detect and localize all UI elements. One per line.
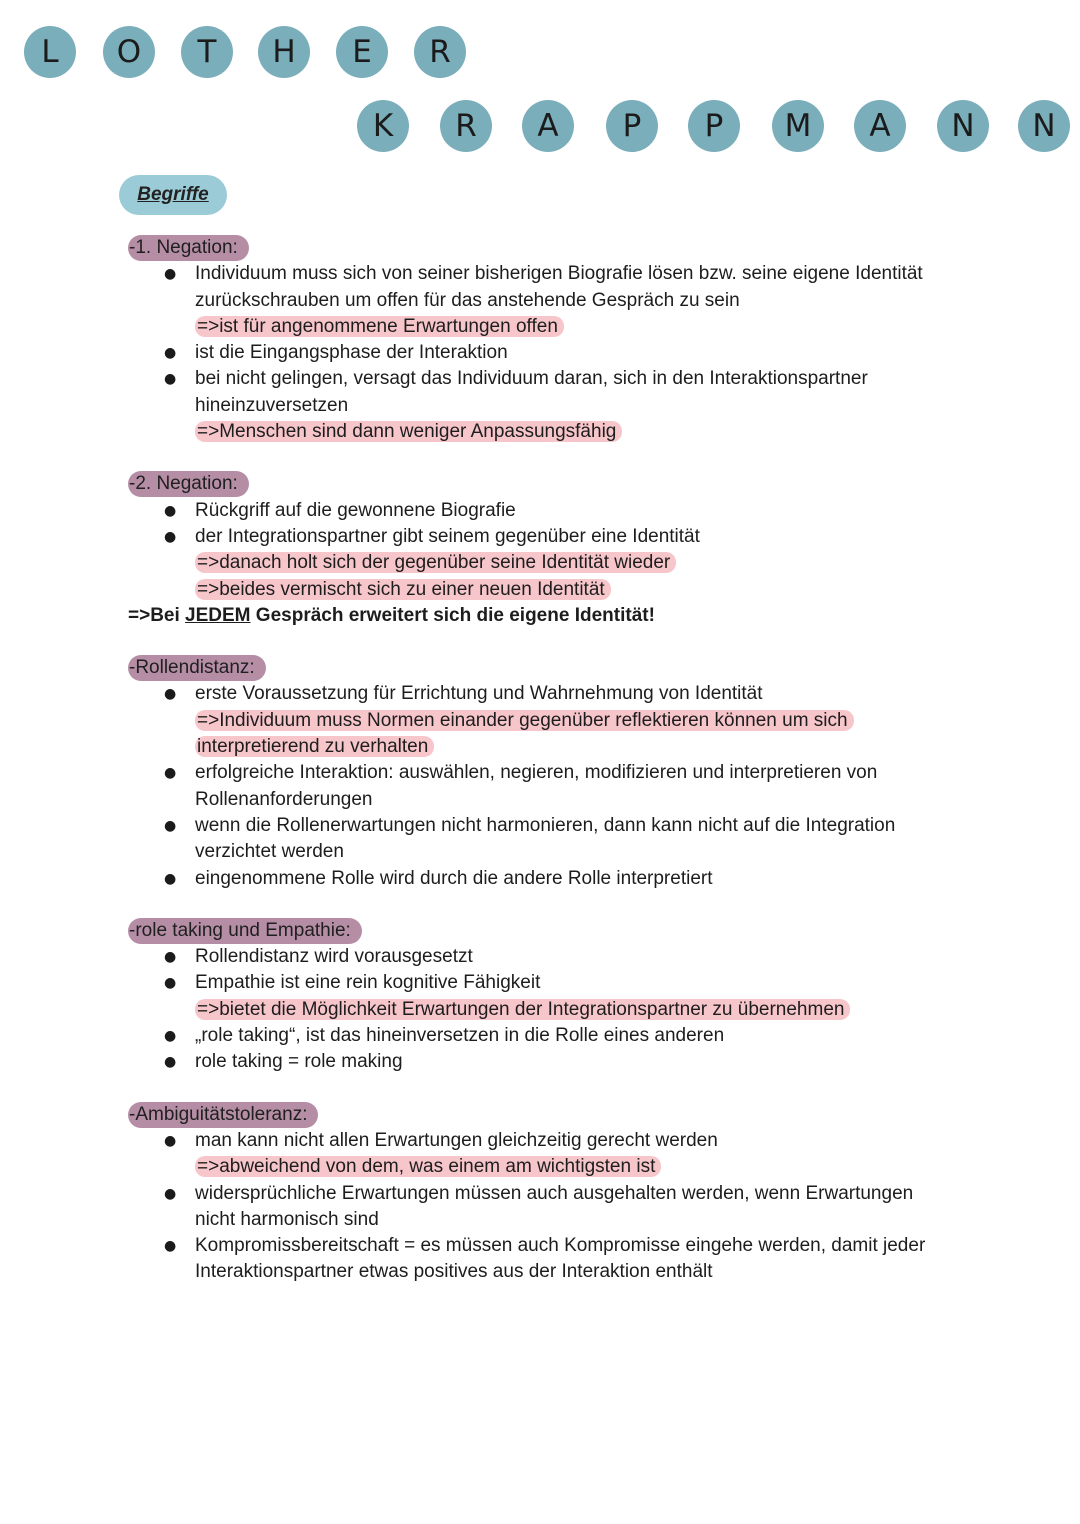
begriffe-tag: Begriffe [119,175,227,215]
title-letter: N [937,100,989,152]
highlight-note: =>Menschen sind dann weniger Anpassungsfähig [195,421,622,442]
list-item [128,681,948,760]
list-item [128,366,948,445]
bullet-text: ist die Eingangsphase der Interaktion [195,342,508,364]
section-heading: -Ambiguitätstoleranz: [128,1102,318,1128]
title-letter: N [1018,100,1070,152]
notes-content [128,235,948,1312]
section-heading: -2. Negation: [128,471,249,497]
list-item [128,1023,948,1049]
bullet-text: Empathie ist eine rein kognitive Fähigkeit [195,972,541,994]
list-item [128,1049,948,1075]
bullet-text: erfolgreiche Interaktion: auswählen, negieren, modifizieren und interpretieren von Rollenanforderungen [195,762,878,810]
bullet-text: wenn die Rollenerwartungen nicht harmonieren, dann kann nicht auf die Integration verzichtet werden [195,814,896,863]
bullet-text: Individuum muss sich von seiner bisherigen Biografie lösen bzw. seine eigene Identität zurückschrauben um offen für das anstehende Gespräch zu sein [195,263,923,311]
list-item [128,866,948,892]
list-item [128,1181,948,1234]
bullet-text: widersprüchliche Erwartungen müssen auch ausgehalten werden, wenn Erwartungen nicht harmonisch sind [195,1182,914,1230]
section-negation-1 [128,235,948,445]
section-heading: -Rollendistanz: [128,655,266,681]
title-letter: E [336,26,388,78]
title-letter: T [181,26,233,78]
conclusion-post: Gespräch erweitert sich die eigene Identität! [250,604,655,626]
section-heading: -1. Negation: [128,235,249,261]
bullet-text: bei nicht gelingen, versagt das Individuum daran, sich in den Interaktionspartner hineinzuversetzen [195,368,868,416]
bullet-text: Rollendistanz wird vorausgesetzt [195,946,473,968]
section-rollendistanz [128,655,948,892]
list-item [128,340,948,366]
title-letter: P [606,100,658,152]
section-negation-2 [128,471,948,629]
section-role-taking [128,918,948,1076]
title-letter: R [414,26,466,78]
highlight-note: =>beides vermischt sich zu einer neuen Identität [195,579,611,600]
bullet-text: „role taking“, ist das hineinversetzen in die Rolle eines anderen [195,1025,725,1047]
highlight-note: =>danach holt sich der gegenüber seine Identität wieder [195,552,676,573]
highlight-note: =>bietet die Möglichkeit Erwartungen der Integrationspartner zu übernehmen [195,999,850,1020]
section-ambiguitaetstoleranz [128,1102,948,1286]
conclusion-line [128,603,948,629]
title-letter: H [258,26,310,78]
list-item [128,498,948,524]
title-letter: O [103,26,155,78]
title-letter: M [772,100,824,152]
bullet-text: eingenommene Rolle wird durch die andere Rolle interpretiert [195,867,713,889]
bullet-text: der Integrationspartner gibt seinem gegenüber eine Identität [195,525,700,547]
title-letter: L [24,26,76,78]
title-letter: K [357,100,409,152]
list-item [128,760,948,813]
title-letter: R [440,100,492,152]
conclusion-emphasis: JEDEM [185,604,251,626]
title-letter: A [522,100,574,152]
bullet-text: man kann nicht allen Erwartungen gleichzeitig gerecht werden [195,1129,718,1151]
list-item [128,813,948,866]
title-letter: A [854,100,906,152]
list-item [128,970,948,1023]
bullet-text: Rückgriff auf die gewonnene Biografie [195,499,516,521]
highlight-note: =>ist für angenommene Erwartungen offen [195,316,564,337]
list-item [128,261,948,340]
list-item [128,1233,948,1286]
list-item [128,524,948,603]
highlight-note: =>abweichend von dem, was einem am wichtigsten ist [195,1156,661,1177]
bullet-text: Kompromissbereitschaft = es müssen auch Kompromisse eingehe werden, damit jeder Interaktionspartner etwas positives aus der Interaktion enthält [195,1235,926,1283]
bullet-text: erste Voraussetzung für Errichtung und Wahrnehmung von Identität [195,683,763,705]
list-item [128,944,948,970]
section-heading: -role taking und Empathie: [128,918,362,944]
title-letter: P [688,100,740,152]
conclusion-pre: =>Bei [128,604,186,626]
bullet-text: role taking = role making [195,1051,403,1073]
highlight-note: =>Individuum muss Normen einander gegenüber reflektieren können um sich interpretierend zu verhalten [195,710,854,757]
list-item [128,1128,948,1181]
